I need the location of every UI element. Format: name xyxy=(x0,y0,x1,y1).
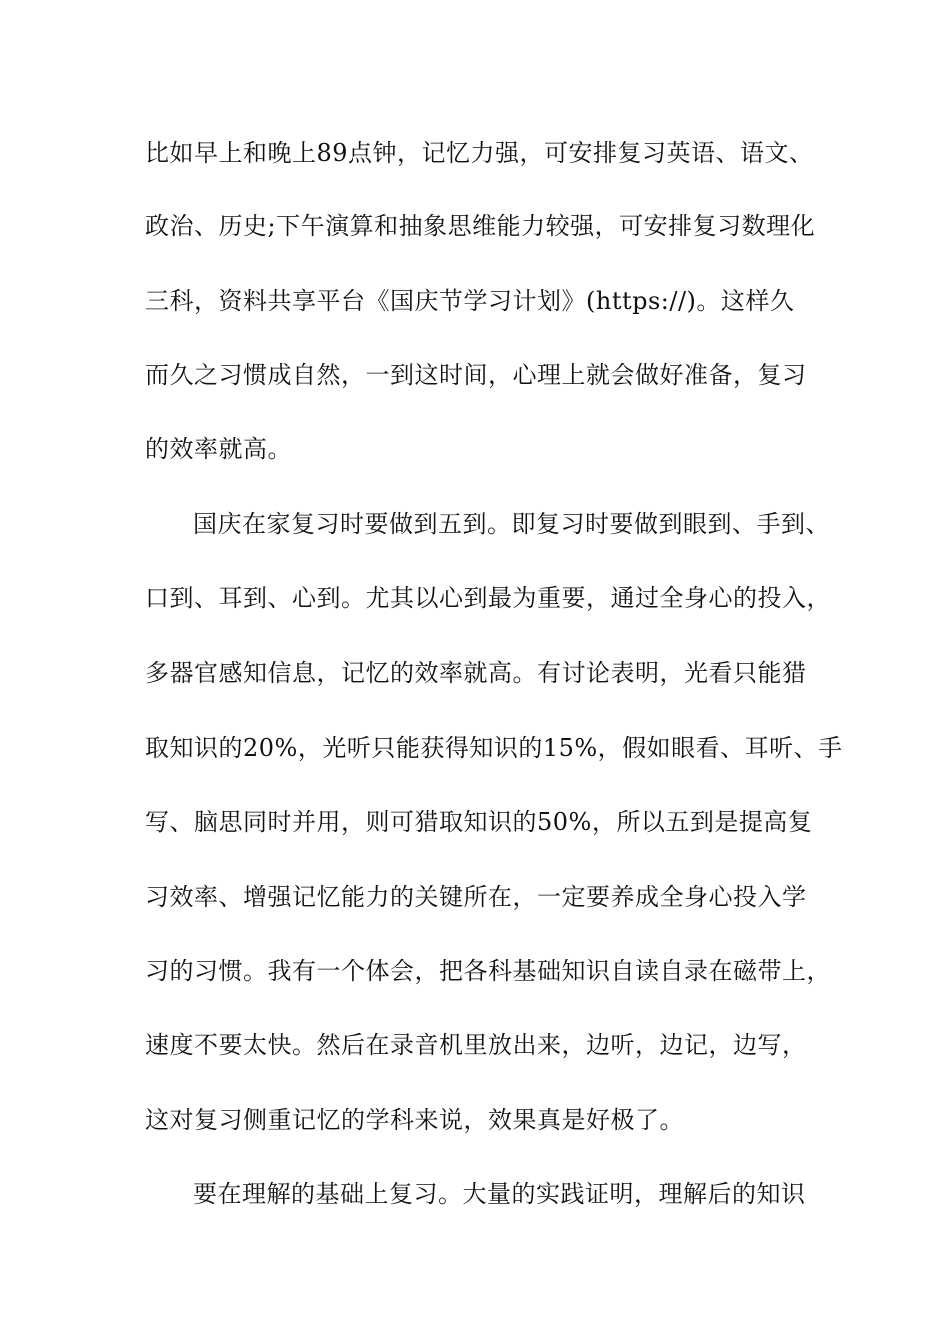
paragraph-line: 比如早上和晚上89点钟，记忆力强，可安排复习英语、语文、 xyxy=(145,139,814,167)
paragraph-line: 口到、耳到、心到。尤其以心到最为重要，通过全身心的投入， xyxy=(145,584,831,612)
paragraph-line: 多器官感知信息，记忆的效率就高。有讨论表明，光看只能猎 xyxy=(145,659,807,687)
paragraph-line: 政治、历史;下午演算和抽象思维能力较强，可安排复习数理化 xyxy=(145,212,816,240)
paragraph-line: 习的习惯。我有一个体会，把各科基础知识自读自录在磁带上， xyxy=(145,957,831,985)
paragraph-line: 的效率就高。 xyxy=(145,435,292,463)
paragraph-line: 写、脑思同时并用，则可猎取知识的50%，所以五到是提高复 xyxy=(145,808,813,836)
paragraph-line: 习效率、增强记忆能力的关键所在，一定要养成全身心投入学 xyxy=(145,883,807,911)
paragraph-line: 取知识的20%，光听只能获得知识的15%，假如眼看、耳听、手 xyxy=(145,734,843,762)
paragraph-line: 速度不要太快。然后在录音机里放出来，边听，边记，边写， xyxy=(145,1031,807,1059)
paragraph-line: 而久之习惯成自然，一到这时间，心理上就会做好准备，复习 xyxy=(145,361,807,389)
paragraph-line: 国庆在家复习时要做到五到。即复习时要做到眼到、手到、 xyxy=(193,510,830,538)
paragraph-line: 要在理解的基础上复习。大量的实践证明，理解后的知识 xyxy=(193,1180,806,1208)
paragraph-line: 三科，资料共享平台《国庆节学习计划》(https://)。这样久 xyxy=(145,287,795,315)
paragraph-line: 这对复习侧重记忆的学科来说，效果真是好极了。 xyxy=(145,1106,684,1134)
